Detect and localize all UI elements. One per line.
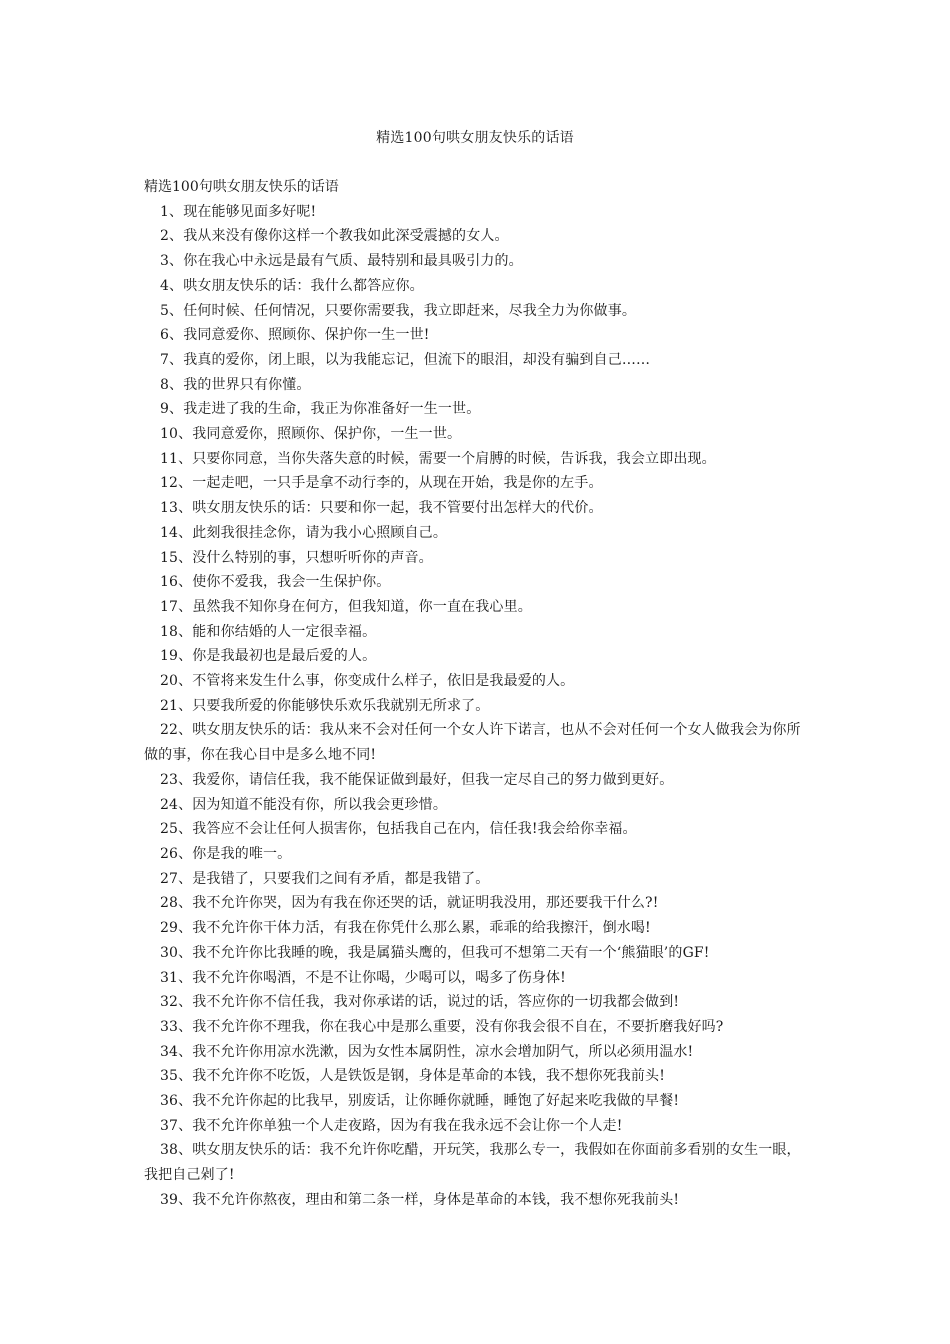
list-item: 36、我不允许你起的比我早，别废话，让你睡你就睡，睡饱了好起来吃我做的早餐! — [160, 1093, 680, 1110]
list-item: 19、你是我最初也是最后爱的人。 — [160, 648, 377, 665]
list-item: 31、我不允许你喝酒，不是不让你喝，少喝可以，喝多了伤身体! — [160, 969, 566, 986]
list-item: 29、我不允许你干体力活，有我在你凭什么那么累，乖乖的给我擦汗，倒水喝! — [160, 920, 651, 937]
document-title: 精选100句哄女朋友快乐的话语 — [376, 130, 574, 146]
list-item: 21、只要我所爱的你能够快乐欢乐我就别无所求了。 — [160, 697, 490, 714]
list-item: 39、我不允许你熬夜，理由和第二条一样，身体是革命的本钱，我不想你死我前头! — [160, 1191, 680, 1208]
list-item: 27、是我错了，只要我们之间有矛盾，都是我错了。 — [160, 870, 490, 887]
list-item: 16、使你不爱我，我会一生保护你。 — [160, 574, 391, 591]
list-item: 23、我爱你，请信任我，我不能保证做到最好，但我一定尽自己的努力做到更好。 — [160, 771, 674, 788]
list-item: 30、我不允许你比我睡的晚，我是属猫头鹰的，但我可不想第二天有一个‘熊猫眼’的GF! — [160, 944, 710, 961]
list-item: 38、哄女朋友快乐的话：我不允许你吃醋，开玩笑，我那么专一，我假如在你面前多看别的女生一眼，我把自己剁了! — [144, 1142, 801, 1184]
document-body — [144, 175, 804, 1213]
list-item: 8、我的世界只有你懂。 — [160, 376, 311, 393]
list-item: 33、我不允许你不理我，你在我心中是那么重要，没有你我会很不自在，不要折磨我好吗? — [160, 1018, 724, 1035]
list-item: 24、因为知道不能没有你，所以我会更珍惜。 — [160, 796, 447, 813]
list-item: 4、哄女朋友快乐的话：我什么都答应你。 — [160, 277, 424, 294]
list-item: 22、哄女朋友快乐的话：我从来不会对任何一个女人许下诺言，也从不会对任何一个女人做我会为你所做的事，你在我心目中是多么地不同! — [144, 722, 801, 764]
list-item: 20、不管将来发生什么事，你变成什么样子，依旧是我最爱的人。 — [160, 673, 575, 690]
list-item: 7、我真的爱你，闭上眼，以为我能忘记，但流下的眼泪，却没有骗到自己…… — [160, 351, 651, 368]
list-item: 6、我同意爱你、照顾你、保护你一生一世! — [160, 327, 430, 344]
list-item: 5、任何时候、任何情况，只要你需要我，我立即赶来，尽我全力为你做事。 — [160, 302, 637, 319]
list-item: 10、我同意爱你，照顾你、保护你，一生一世。 — [160, 426, 462, 443]
list-item: 13、哄女朋友快乐的话：只要和你一起，我不管要付出怎样大的代价。 — [160, 500, 603, 517]
list-item: 12、一起走吧，一只手是拿不动行李的，从现在开始，我是你的左手。 — [160, 475, 603, 492]
list-item: 18、能和你结婚的人一定很幸福。 — [160, 623, 377, 640]
list-item: 11、只要你同意，当你失落失意的时候，需要一个肩膊的时候，告诉我，我会立即出现。 — [160, 450, 716, 467]
list-item: 2、我从来没有像你这样一个教我如此深受震撼的女人。 — [160, 228, 509, 245]
list-item: 32、我不允许你不信任我，我对你承诺的话，说过的话，答应你的一切我都会做到! — [160, 994, 680, 1011]
list-item: 3、你在我心中永远是最有气质、最特别和最具吸引力的。 — [160, 253, 523, 270]
list-item: 28、我不允许你哭，因为有我在你还哭的话，就证明我没用，那还要我干什么?! — [160, 895, 659, 912]
list-item: 37、我不允许你单独一个人走夜路，因为有我在我永远不会让你一个人走! — [160, 1117, 623, 1134]
list-item: 15、没什么特别的事，只想听听你的声音。 — [160, 549, 433, 566]
list-item: 17、虽然我不知你身在何方，但我知道，你一直在我心里。 — [160, 598, 532, 615]
list-item: 14、此刻我很挂念你，请为我小心照顾自己。 — [160, 524, 447, 541]
list-item: 34、我不允许你用凉水洗漱，因为女性本属阴性，凉水会增加阴气，所以必须用温水! — [160, 1043, 694, 1060]
list-item: 35、我不允许你不吃饭，人是铁饭是钢，身体是革命的本钱，我不想你死我前头! — [160, 1068, 665, 1085]
document-subtitle: 精选100句哄女朋友快乐的话语 — [144, 179, 339, 195]
list-item: 25、我答应不会让任何人损害你，包括我自己在内，信任我!我会给你幸福。 — [160, 821, 637, 838]
phrase-list — [144, 200, 804, 1213]
list-item: 1、现在能够见面多好呢! — [160, 203, 317, 220]
list-item: 9、我走进了我的生命，我正为你准备好一生一世。 — [160, 401, 481, 418]
list-item: 26、你是我的唯一。 — [160, 845, 292, 862]
